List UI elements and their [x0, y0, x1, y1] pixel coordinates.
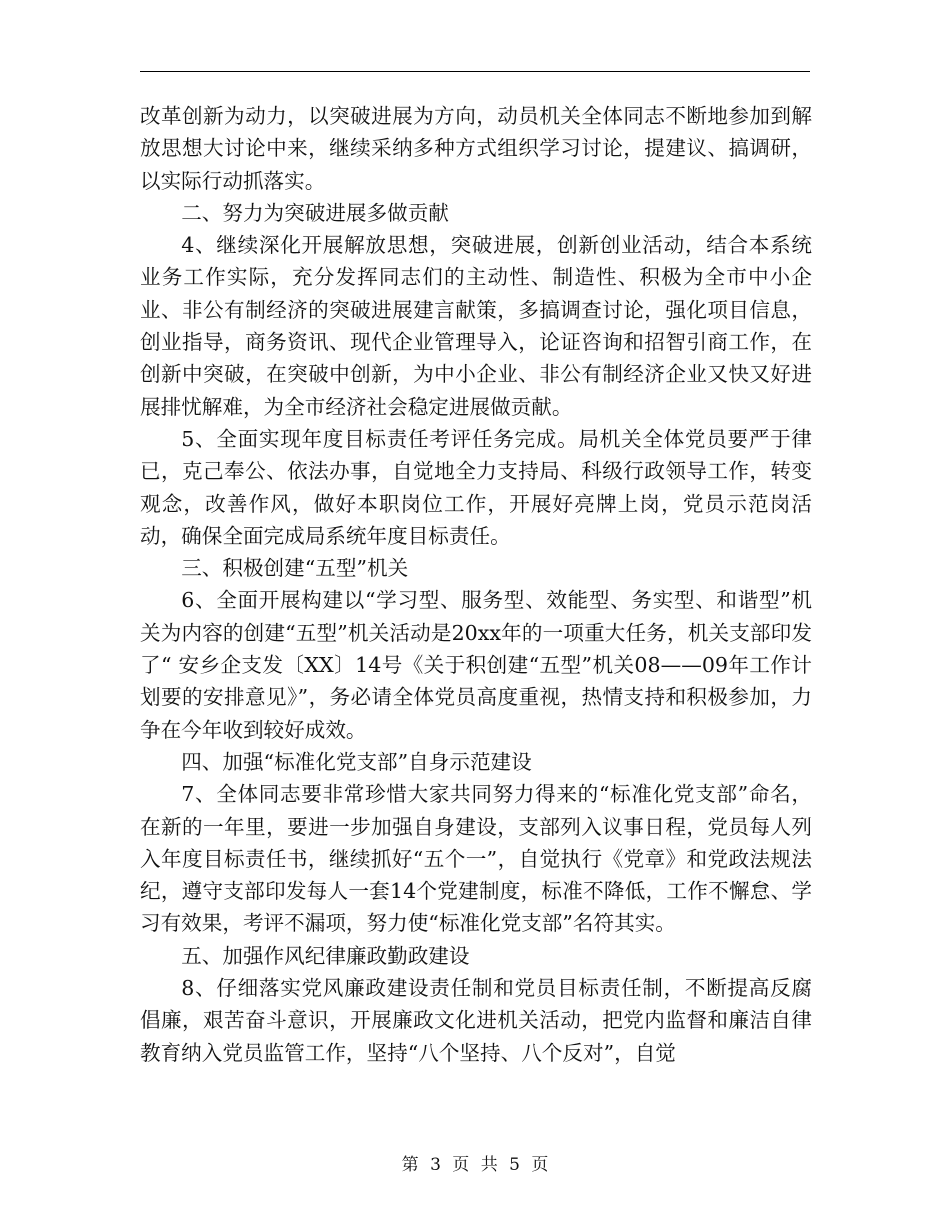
- paragraph-item-5: 5、全面实现年度目标责任考评任务完成。局机关全体党员要严于律已，克己奉公、依法办事，自觉地全力支持局、科级行政领导工作，转变观念，改善作风，做好本职岗位工作，开展好亮牌上岗，党员示范岗活动，确保全面完成局系统年度目标责任。: [140, 426, 812, 548]
- paragraph-item-8: 8、仔细落实党风廉政建设责任制和党员目标责任制，不断提高反腐倡廉，艰苦奋斗意识，开展廉政文化进机关活动，把党内监督和廉洁自律教育纳入党员监管工作，坚持“八个坚持、八个反对”，自觉: [140, 976, 812, 1065]
- section-heading-5: 五、加强作风纪律廉政勤政建设: [181, 943, 470, 968]
- header-rule: [140, 71, 810, 72]
- section-heading-4: 四、加强“标准化党支部”自身示范建设: [181, 749, 532, 774]
- paragraph-intro: 改革创新为动力，以突破进展为方向，动员机关全体同志不断地参加到解放思想大讨论中来，继续采纳多种方式组织学习讨论，提建议、搞调研，以实际行动抓落实。: [140, 104, 812, 193]
- page-footer: 第 3 页 共 5 页: [401, 1155, 549, 1175]
- paragraph-item-6: 6、全面开展构建以“学习型、服务型、效能型、务实型、和谐型”机关为内容的创建“五型”机关活动是20xx年的一项重大任务，机关支部印发了“ 安乡企支发〔XX〕14号《关于积创建“五型”机关08——09年工作计划要的安排意见》”，务必请全体党员高度重视，热情支持和积极参加，力争在今年收到较好成效。: [140, 588, 812, 742]
- document-body: [140, 100, 812, 1069]
- paragraph-item-7: 7、全体同志要非常珍惜大家共同努力得来的“标准化党支部”命名，在新的一年里，要进一步加强自身建设，支部列入议事日程，党员每人列入年度目标责任书，继续抓好“五个一”，自觉执行《党章》和党政法规法纪，遵守支部印发每人一套14个党建制度，标准不降低，工作不懈怠、学习有效果，考评不漏项，努力使“标准化党支部”名符其实。: [140, 782, 812, 936]
- section-heading-2: 二、努力为突破进展多做贡献: [181, 200, 449, 225]
- paragraph-item-4: 4、继续深化开展解放思想，突破进展，创新创业活动，结合本系统业务工作实际，充分发挥同志们的主动性、制造性、积极为全市中小企业、非公有制经济的突破进展建言献策，多搞调查讨论，强化项目信息，创业指导，商务资讯、现代企业管理导入，论证咨询和招智引商工作，在创新中突破，在突破中创新，为中小企业、非公有制经济企业又快又好进展排忧解难，为全市经济社会稳定进展做贡献。: [140, 233, 812, 419]
- section-heading-3: 三、积极创建“五型”机关: [181, 556, 409, 581]
